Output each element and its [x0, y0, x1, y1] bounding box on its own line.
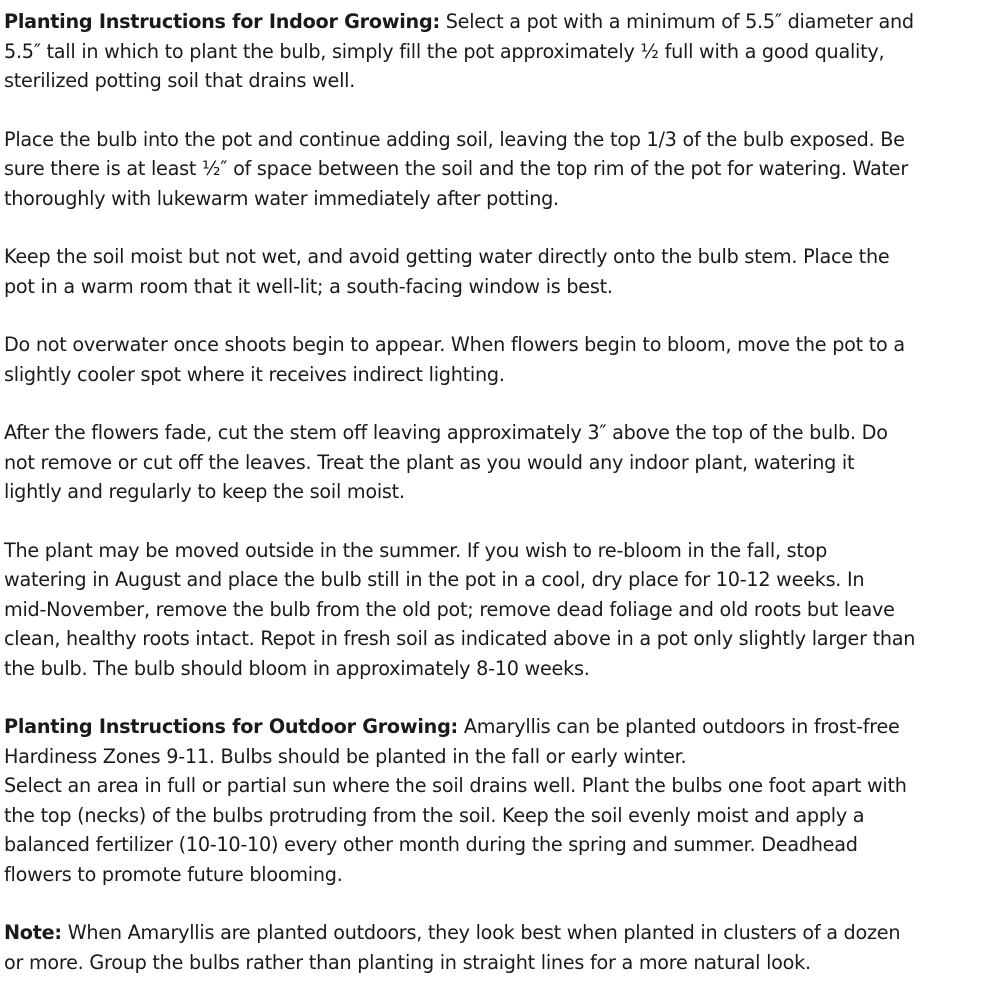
shoots-paragraph — [4, 330, 998, 389]
paragraph-text: Do not overwater once shoots begin to appear. When flowers begin to bloom, move the pot to a slightly cooler spot where it receives indirect lighting. — [4, 333, 905, 386]
after-bloom-paragraph — [4, 418, 998, 507]
paragraph-text: When Amaryllis are planted outdoors, they look best when planted in clusters of a dozen or more. Group the bulbs rather than planting in straight lines for a more natural look. — [4, 921, 901, 974]
note-paragraph — [4, 918, 998, 977]
rebloom-paragraph — [4, 536, 998, 684]
paragraph-text: Amaryllis can be planted outdoors in frost-free Hardiness Zones 9-11. Bulbs should be planted in the fall or early winter. — [4, 715, 900, 768]
indoor-intro-paragraph — [4, 7, 998, 96]
outdoor-site-paragraph — [4, 771, 998, 889]
paragraph-text: Place the bulb into the pot and continue adding soil, leaving the top 1/3 of the bulb exposed. Be sure there is at least ½″ of space between the soil and the top rim of the pot for watering. Water thoroughly with lukewarm water immediately after potting. — [4, 127, 909, 210]
soil-moisture-paragraph — [4, 242, 998, 301]
paragraph-text: After the flowers fade, cut the stem off leaving approximately 3″ above the top of the bulb. Do not remove or cut off the leaves. Treat the plant as you would any indoor plant, watering it lightly and regularly to keep the soil moist. — [4, 421, 888, 503]
paragraph-text: Keep the soil moist but not wet, and avoid getting water directly onto the bulb stem. Place the pot in a warm room that it well-lit; a south-facing window is best. — [4, 245, 890, 298]
outdoor-heading: Planting Instructions for Outdoor Growing: — [4, 715, 458, 738]
paragraph-text: The plant may be moved outside in the summer. If you wish to re-bloom in the fall, stop watering in August and place the bulb still in the pot in a cool, dry place for 10-12 weeks. In mid-November, remove the bulb from the old pot; remove dead foliage and old roots but leave clean, healthy roots intact. Repot in fresh soil as indicated above in a pot only slightly larger than the bulb. The bulb should bloom in approximately 8-10 weeks. — [4, 538, 916, 680]
potting-paragraph — [4, 125, 998, 214]
note-heading: Note: — [4, 921, 62, 944]
outdoor-intro-paragraph — [4, 712, 998, 771]
paragraph-text: Select a pot with a minimum of 5.5″ diameter and 5.5″ tall in which to plant the bulb, simply fill the pot approximately ½ full with a good quality, sterilized potting soil that drains well. — [4, 10, 914, 92]
paragraph-text: Select an area in full or partial sun where the soil drains well. Plant the bulbs one foot apart with the top (necks) of the bulbs protruding from the soil. Keep the soil evenly moist and apply a balanced fertilizer (10-10-10) every other month during the spring and summer. Deadhead flowers to promote future blooming. — [4, 774, 907, 886]
instructions-document — [4, 7, 998, 1006]
indoor-heading: Planting Instructions for Indoor Growing: — [4, 10, 440, 33]
